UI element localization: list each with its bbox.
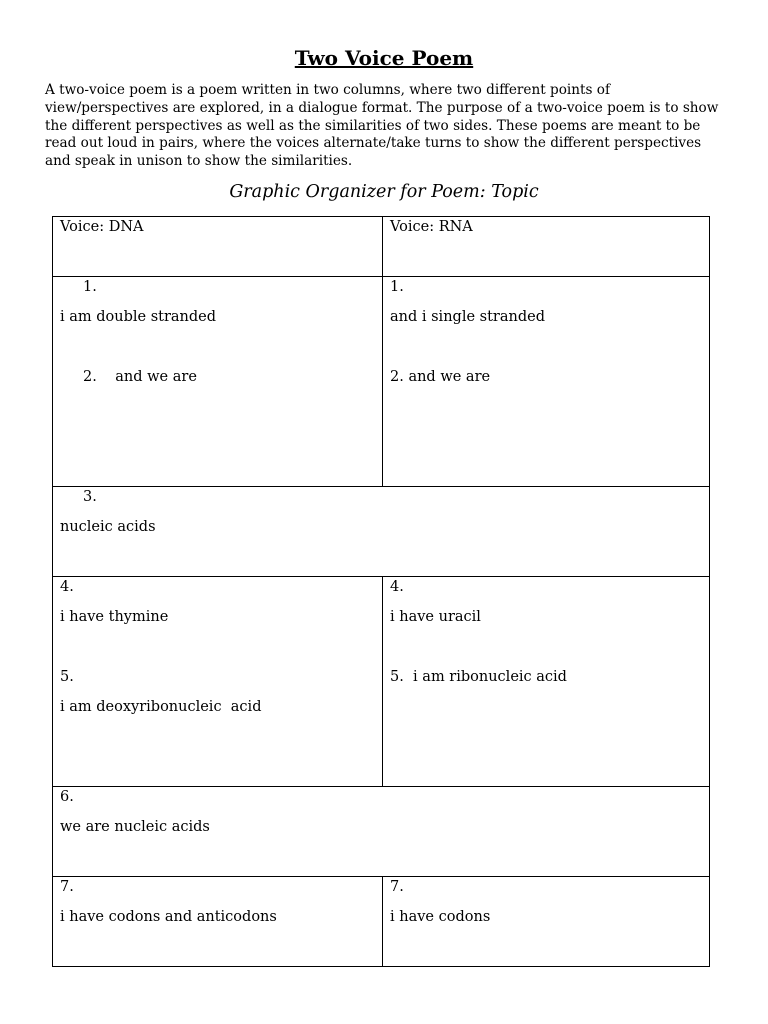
dna-line-2: 2. and we are [83, 369, 197, 385]
rna-number-1: 1. [390, 279, 404, 295]
organizer-title: Graphic Organizer for Poem: Topic [229, 182, 539, 202]
rna-line-4: i have uracil [390, 609, 481, 625]
dna-number-1: 1. [83, 279, 97, 295]
dna-line-1: i am double stranded [60, 309, 217, 325]
poem-row-1-2 [53, 277, 710, 487]
rna-line-5: 5. i am ribonucleic acid [390, 669, 567, 685]
rna-number-7: 7. [390, 879, 404, 895]
rna-line-1: and i single stranded [390, 309, 545, 325]
rna-line-7: i have codons [390, 909, 491, 925]
poem-row-3 [53, 487, 710, 577]
poem-row-4-5 [53, 577, 710, 787]
dna-number-4: 4. [60, 579, 74, 595]
voice-header-row [53, 217, 710, 277]
unison-line-6: we are nucleic acids [60, 819, 210, 835]
dna-line-4: i have thymine [60, 609, 169, 625]
unison-number-3: 3. [83, 489, 97, 505]
dna-line-5: i am deoxyribonucleic acid [60, 699, 262, 715]
unison-cell-6 [53, 787, 710, 877]
voice-rna-label: Voice: RNA [390, 219, 473, 235]
dna-cell-7 [53, 877, 383, 967]
poem-row-6 [53, 787, 710, 877]
voice-dna-header [53, 217, 383, 277]
unison-number-6: 6. [60, 789, 74, 805]
dna-cell-4-5 [53, 577, 383, 787]
poem-organizer-table [52, 216, 710, 967]
voice-rna-header [383, 217, 710, 277]
dna-cell-1-2 [53, 277, 383, 487]
poem-row-7 [53, 877, 710, 967]
rna-cell-4-5 [383, 577, 710, 787]
rna-cell-1-2 [383, 277, 710, 487]
rna-line-2: 2. and we are [390, 369, 491, 385]
unison-line-3: nucleic acids [60, 519, 156, 535]
dna-number-5: 5. [60, 669, 74, 685]
intro-paragraph: A two-voice poem is a poem written in two columns, where two different points of view/perspectives are explored, in a dialogue format. The purpose of a two-voice poem is to show the different perspectives as well as the similarities of two sides. These poems are meant to be read out loud in pairs, where the voices alternate/take turns to show the different perspectives and speak in unison to show the similarities. [45, 82, 719, 170]
dna-number-7: 7. [60, 879, 74, 895]
voice-dna-label: Voice: DNA [60, 219, 144, 235]
rna-cell-7 [383, 877, 710, 967]
unison-cell-3 [53, 487, 710, 577]
rna-number-4: 4. [390, 579, 404, 595]
dna-line-7: i have codons and anticodons [60, 909, 277, 925]
document-title: Two Voice Poem [294, 46, 474, 70]
